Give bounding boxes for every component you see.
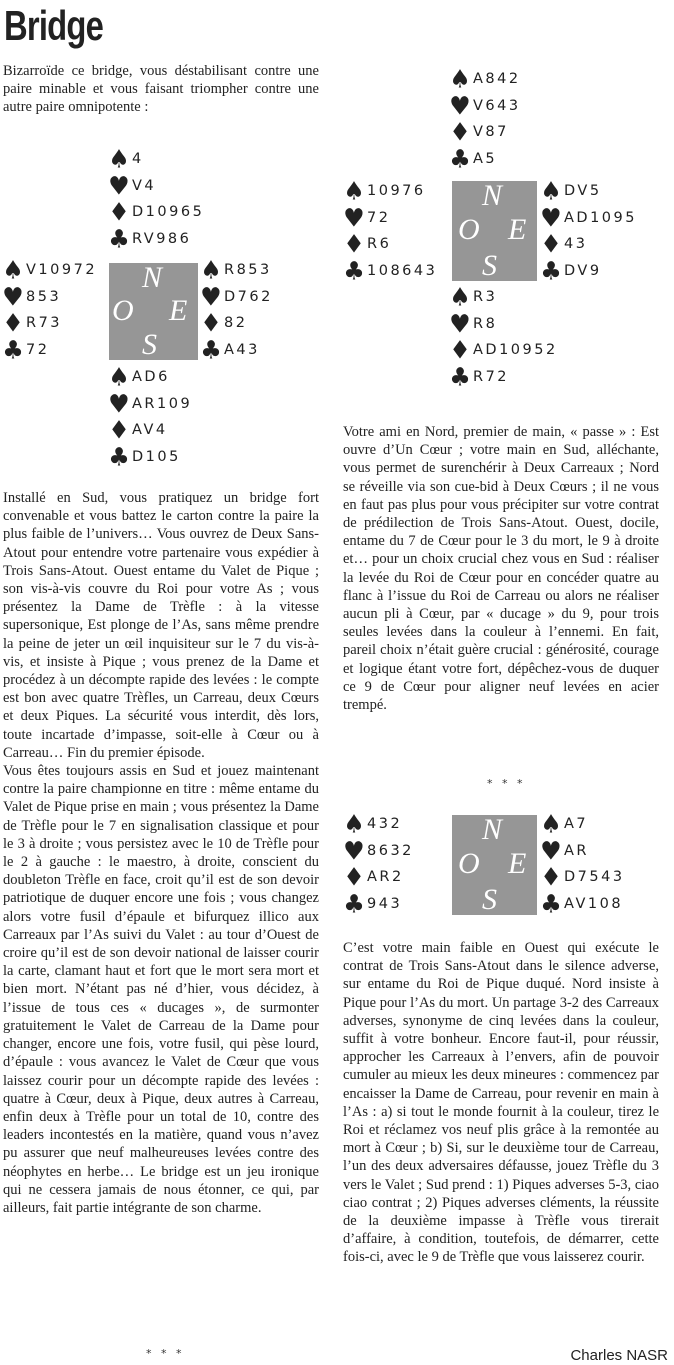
cards-diamond: AD10952 (473, 342, 558, 358)
right-column-text-2: C’est votre main faible en Ouest qui exécute le contrat de Trois Sans-Atout dans le silence adverse, sur entame du Roi de Pique duqué. Nord insiste à Pique pour l’As du mort. Un partage 3-2 des Carreaux adverses, synonyme de cinq levées dans la couleur, suffit à votre bonheur. Encore faut-il, pour réussir, approcher les Carreaux à l’envers, afin de pouvoir cumuler au mieux les deux mineures : commencez par encaisser la Dame de Carreau, pour revenir en main à l’As : a) si tout le monde fournit à la couleur, tirez le Roi et réclamez vos neuf plis grâce à la remontée au mort à Cœur ; b) Si, sur le deuxième tour de Carreau, l’un des deux adversaires défausse, jouez Trèfle du 3 vers le Valet ; Sud prend : 1) Piques adverses 5-3, ciao ciao contrat ; 2) Piques adverses cléments, la réussite de la deuxième impasse à Trèfle vous tirerait d’affaire, à condition, toutefois, de démarrer, cette fois-ci, avec le 9 de Trèfle que vous laisserez courir. (343, 940, 659, 1266)
suit-row-club (108, 223, 204, 254)
club-icon: ♣ (108, 441, 130, 472)
club-icon: ♣ (108, 223, 130, 254)
cards-club: AV108 (564, 895, 624, 912)
suit-row-heart (540, 835, 625, 866)
deal1-compass (109, 263, 198, 360)
suit-row-spade (200, 257, 273, 284)
cards-club: 943 (367, 895, 403, 912)
suit-row-club (200, 334, 273, 365)
diamond-icon: ♦ (449, 117, 471, 147)
suit-row-diamond (540, 231, 637, 258)
suit-row-diamond (2, 310, 97, 337)
suit-row-club (343, 888, 414, 919)
cards-spade: A842 (473, 71, 521, 87)
suit-row-spade (2, 257, 97, 284)
spade-icon: ♠ (2, 255, 24, 285)
first-episode-text: Installé en Sud, vous pratiquez un bridge fort convenable et vous battez le carton contre la paire la plus faible de l’univers… Vous ouvrez de Deux Sans-Atout pour entendre votre partenaire vous expédier à Trois Sans-Atout. Ouest entame du Valet de Pique ; son vis-à-vis couvre du Roi pour votre As ; vous présentez la Dame de Trèfle : à la vitesse supersonique, Est plonge de l’As, sans même prendre la peine de jeter un œil inquisiteur sur le 7 du vis-à-vis, et insiste à Pique ; vous prenez de la Dame et procédez à un décompte rapide des levées : le compte est bon avec quatre Trèfles, un Carreau, deux Cœurs et deux Piques. La sécurité vous interdit, dès lors, toute incartade d’impasse, soit-elle à Cœur ou à Carreau… Fin du premier épisode. (3, 490, 319, 761)
suit-row-heart (200, 281, 273, 312)
deal1-south-hand (108, 364, 192, 470)
diamond-icon: ♦ (449, 335, 471, 365)
deal1-west-hand (2, 257, 97, 363)
cards-club: A43 (224, 341, 260, 358)
cards-spade: DV5 (564, 183, 602, 199)
heart-icon: ♥ (540, 835, 562, 866)
diamond-icon: ♦ (343, 229, 365, 259)
club-icon: ♣ (449, 143, 471, 174)
cards-diamond: D7543 (564, 869, 625, 885)
cards-spade: 432 (367, 816, 403, 832)
compass-north: N (142, 261, 165, 294)
compass-south: S (482, 249, 499, 282)
compass-south: S (482, 883, 499, 916)
deal1-north-hand (108, 146, 204, 252)
heart-icon: ♥ (540, 202, 562, 233)
deal2-east-hand (540, 178, 637, 284)
cards-spade: 10976 (367, 183, 426, 199)
compass-east: E (169, 294, 190, 327)
suit-row-heart (449, 308, 558, 339)
suit-row-diamond (540, 864, 625, 891)
compass-west: O (458, 847, 482, 880)
compass-south: S (142, 328, 159, 361)
suit-row-club (449, 361, 558, 392)
cards-diamond: R73 (26, 315, 63, 331)
club-icon: ♣ (343, 255, 365, 286)
club-icon: ♣ (2, 334, 24, 365)
cards-heart: R8 (473, 315, 498, 332)
cards-heart: D762 (224, 288, 273, 305)
author-signature: Charles NASR (570, 1347, 668, 1364)
separator-left: * * * (146, 1347, 185, 1360)
cards-diamond: 82 (224, 315, 248, 331)
heart-icon: ♥ (449, 90, 471, 121)
heart-icon: ♥ (449, 308, 471, 339)
intro-text: Bizarroïde ce bridge, vous déstabilisant contre une paire minable et vous faisant triompher contre une autre paire omnipotente : (3, 63, 319, 116)
cards-spade: A7 (564, 816, 589, 832)
cards-club: 108643 (367, 262, 438, 279)
spade-icon: ♠ (108, 144, 130, 174)
cards-heart: AR (564, 842, 589, 859)
cards-club: RV986 (132, 230, 192, 247)
spade-icon: ♠ (540, 809, 562, 839)
spade-icon: ♠ (449, 64, 471, 94)
club-icon: ♣ (540, 888, 562, 919)
deal3-east-hand (540, 811, 625, 917)
cards-spade: R853 (224, 262, 272, 278)
suit-row-club (540, 255, 637, 286)
compass-north: N (482, 179, 505, 212)
spade-icon: ♠ (343, 809, 365, 839)
deal3-west-hand (343, 811, 414, 917)
suit-row-spade (108, 364, 192, 391)
cards-diamond: D10965 (132, 204, 205, 220)
diamond-icon: ♦ (343, 862, 365, 892)
cards-club: D105 (132, 448, 181, 465)
spade-icon: ♠ (540, 176, 562, 206)
suit-row-diamond (343, 231, 437, 258)
separator-right: * * * (487, 777, 526, 790)
cards-spade: R3 (473, 289, 498, 305)
diamond-icon: ♦ (540, 862, 562, 892)
compass-east: E (508, 213, 529, 246)
suit-row-diamond (449, 337, 558, 364)
heart-icon: ♥ (108, 388, 130, 419)
cards-heart: AR109 (132, 395, 193, 412)
cards-spade: AD6 (132, 369, 170, 385)
cards-diamond: V87 (473, 124, 509, 140)
deal2-south-hand (449, 284, 558, 390)
right-column-text-1: Votre ami en Nord, premier de main, « passe » : Est ouvre d’Un Cœur ; votre main en Sud, alléchante, vous permet de surenchérir à Deux Carreaux ; Nord se réveille via son cue-bid à Deux Cœurs ; il ne vous en faut pas plus pour vous précipiter sur votre contrat de prédilection de Trois Sans-Atout. Ouest, docile, entame du 7 de Cœur pour le 3 du mort, le 9 à droite et… pour un choix crucial chez vous en Sud : réaliser la levée du Roi de Cœur pour en concéder quatre au flanc à l’issue du Roi de Carreau ou alors ne réaliser aucun pli à Cœur, par « ducage » du 9, pour trois seules levées dans la couleur à l’ennemi. En fait, pareil choix n’était guère crucial : générosité, courage et logique étant votre fort, dépêchez-vous de duquer ce 9 de Cœur pour aligner neuf levées en acier trempé. (343, 424, 659, 714)
suit-row-heart (2, 281, 97, 312)
left-column-text (3, 489, 319, 1217)
second-episode-text: Vous êtes toujours assis en Sud et jouez maintenant contre la paire championne en titre : même entame du Valet de Pique prise en main ; vous présentez la Dame de Trèfle pour le 7 en signalisation classique et pour le 3 à droite ; vous persistez avec le 10 de Trèfle pour le 2 à gauche : le maestro, à droite, conscient du doubleton Trèfle en face, croit qu’il est de son devoir patriotique de duquer encore une fois ; vous changez alors votre fusil d’épaule et bifurquez illico aux Carreaux par l’As suivi du Valet : au tour d’Ouest de croire qu’il est de son devoir national de laisser courir la carte, clamant haut et fort que le mort sera mort et bien mort. N’étant pas né d’hier, vous décidez, à l’issue de tous ces « ducages », de surmonter gratuitement le Valet de Carreau de la Dame pour changer, encore une fois, votre fusil, qui pèse lourd, d’épaule : vous avancez le Valet de Cœur que vous laissez courir pour un décompte rapide des levées : quatre à Cœur, deux à Pique, deux autres à Carreau, enfin deux à Trèfle pour un total de 10, contre des leaders incontestés en la matière, quand vous n’avez pu assurer que neuf malheureuses levées contre des néophytes en herbe… Le bridge est un jeu ironique qui ne cessera jamais de nous étonner, ce qui, par ailleurs, fait partie intégrante de son charme. (3, 763, 319, 1216)
diamond-icon: ♦ (200, 308, 222, 338)
cards-spade: 4 (132, 151, 144, 167)
suit-row-heart (108, 170, 204, 201)
deal1-east-hand (200, 257, 273, 363)
suit-row-spade (540, 178, 637, 205)
deal2-west-hand (343, 178, 437, 284)
diamond-icon: ♦ (540, 229, 562, 259)
heart-icon: ♥ (343, 835, 365, 866)
suit-row-spade (343, 178, 437, 205)
suit-row-heart (449, 90, 521, 121)
suit-row-spade (343, 811, 414, 838)
spade-icon: ♠ (200, 255, 222, 285)
cards-heart: V4 (132, 177, 157, 194)
suit-row-heart (108, 388, 193, 419)
cards-heart: V643 (473, 97, 521, 114)
suit-row-diamond (343, 864, 414, 891)
suit-row-diamond (108, 199, 204, 226)
suit-row-diamond (449, 119, 521, 146)
suit-row-spade (449, 66, 521, 93)
suit-row-club (108, 441, 192, 472)
suit-row-club (2, 334, 97, 365)
cards-diamond: 43 (564, 236, 588, 252)
diamond-icon: ♦ (2, 308, 24, 338)
suit-row-diamond (108, 417, 192, 444)
suit-row-club (343, 255, 438, 286)
suit-row-spade (449, 284, 558, 311)
spade-icon: ♠ (108, 362, 130, 392)
suit-row-club (540, 888, 625, 919)
cards-club: A5 (473, 150, 498, 167)
heart-icon: ♥ (200, 281, 222, 312)
spade-icon: ♠ (343, 176, 365, 206)
cards-diamond: AR2 (367, 869, 404, 885)
deal2-north-hand (449, 66, 521, 172)
club-icon: ♣ (343, 888, 365, 919)
cards-heart: 853 (26, 288, 62, 305)
suit-row-spade (108, 146, 204, 173)
heart-icon: ♥ (343, 202, 365, 233)
spade-icon: ♠ (449, 282, 471, 312)
cards-diamond: AV4 (132, 422, 168, 438)
cards-spade: V10972 (26, 262, 98, 278)
compass-north: N (482, 813, 505, 846)
diamond-icon: ♦ (108, 197, 130, 227)
cards-club: DV9 (564, 262, 602, 279)
cards-heart: 8632 (367, 842, 414, 859)
page-title: Bridge (4, 2, 104, 49)
cards-heart: AD1095 (564, 209, 637, 226)
heart-icon: ♥ (2, 281, 24, 312)
deal3-compass (452, 815, 537, 915)
cards-club: 72 (26, 341, 50, 358)
suit-row-club (449, 143, 521, 174)
compass-west: O (112, 294, 136, 327)
cards-club: R72 (473, 368, 510, 385)
diamond-icon: ♦ (108, 415, 130, 445)
suit-row-heart (540, 202, 637, 233)
suit-row-spade (540, 811, 625, 838)
suit-row-heart (343, 835, 414, 866)
deal2-compass (452, 181, 537, 281)
suit-row-heart (343, 202, 437, 233)
cards-diamond: R6 (367, 236, 392, 252)
club-icon: ♣ (540, 255, 562, 286)
compass-west: O (458, 213, 482, 246)
cards-heart: 72 (367, 209, 391, 226)
club-icon: ♣ (449, 361, 471, 392)
heart-icon: ♥ (108, 170, 130, 201)
club-icon: ♣ (200, 334, 222, 365)
compass-east: E (508, 847, 529, 880)
suit-row-diamond (200, 310, 273, 337)
